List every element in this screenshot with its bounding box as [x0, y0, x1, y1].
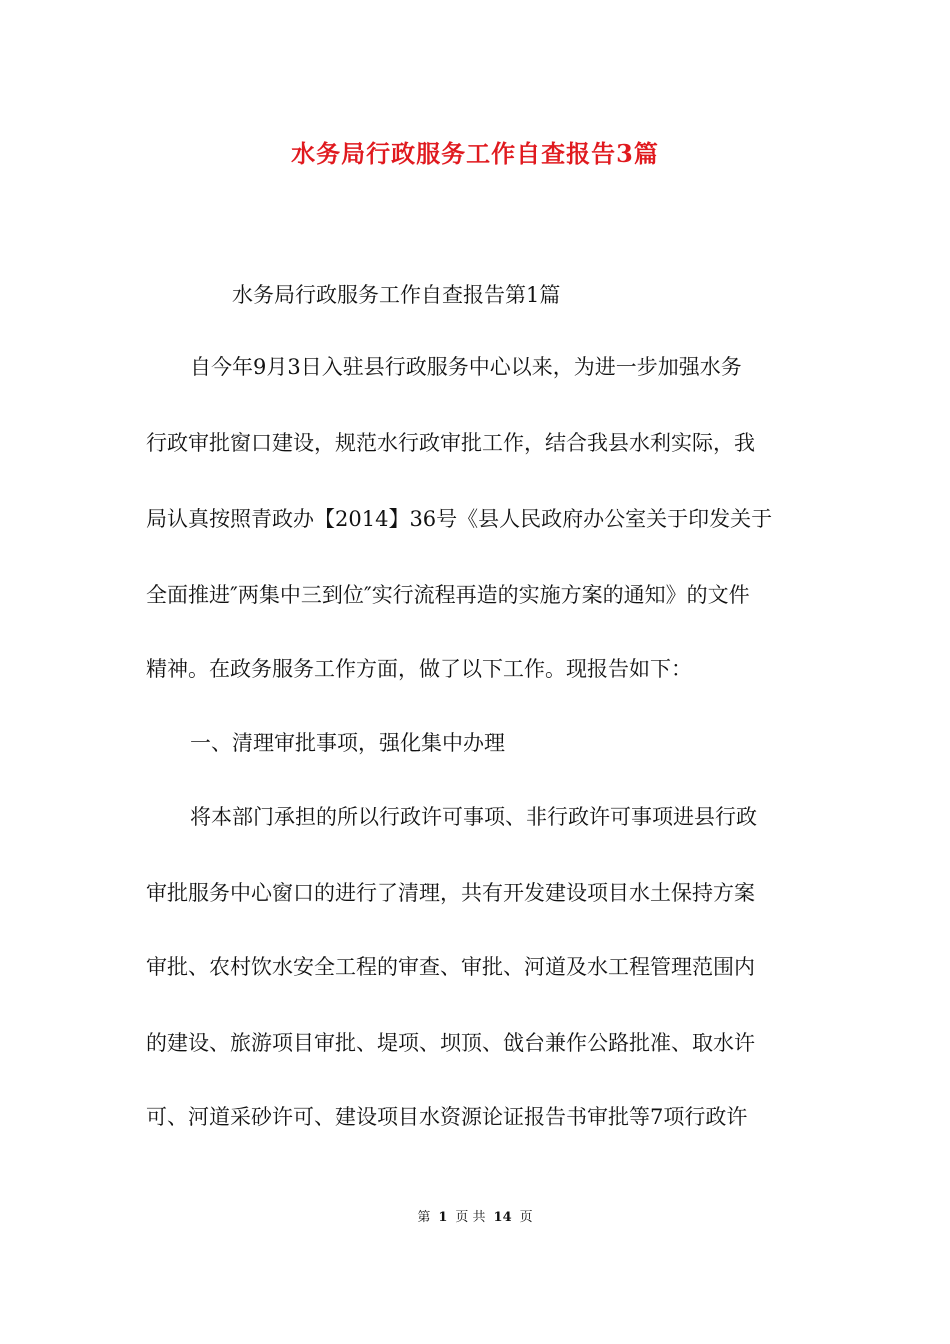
paragraph-line: 行政审批窗口建设，规范水行政审批工作，结合我县水利实际，我: [146, 431, 755, 455]
paragraph-line: 全面推进″两集中三到位″实行流程再造的实施方案的通知》的文件: [146, 583, 750, 607]
footer-total-pages: 14: [493, 1210, 512, 1225]
paragraph-line: 审批、农村饮水安全工程的审查、审批、河道及水工程管理范围内: [146, 955, 755, 979]
paragraph-line: 可、河道采砂许可、建设项目水资源论证报告书审批等7项行政许: [146, 1105, 748, 1129]
paragraph-line: 审批服务中心窗口的进行了清理，共有开发建设项目水土保持方案: [146, 881, 755, 905]
footer-suffix: 页: [519, 1210, 533, 1225]
section-heading: 水务局行政服务工作自查报告第1篇: [232, 283, 561, 307]
paragraph-line: 的建设、旅游项目审批、堤项、坝顶、戗台兼作公路批准、取水许: [146, 1031, 755, 1055]
footer-page-number: 1: [438, 1210, 448, 1225]
paragraph-line: 局认真按照青政办【2014】36号《县人民政府办公室关于印发关于: [146, 507, 773, 531]
paragraph-line: 将本部门承担的所以行政许可事项、非行政许可事项进县行政: [190, 805, 757, 829]
paragraph-line: 自今年9月3日入驻县行政服务中心以来，为进一步加强水务: [190, 355, 742, 379]
footer-prefix: 第: [417, 1210, 431, 1225]
page-footer: [0, 1209, 950, 1227]
footer-middle: 页 共: [455, 1210, 486, 1225]
document-title: 水务局行政服务工作自查报告3篇: [291, 139, 659, 168]
paragraph-line: 精神。在政务服务工作方面，做了以下工作。现报告如下：: [146, 657, 692, 681]
subsection-heading: 一、清理审批事项，强化集中办理: [190, 731, 505, 755]
